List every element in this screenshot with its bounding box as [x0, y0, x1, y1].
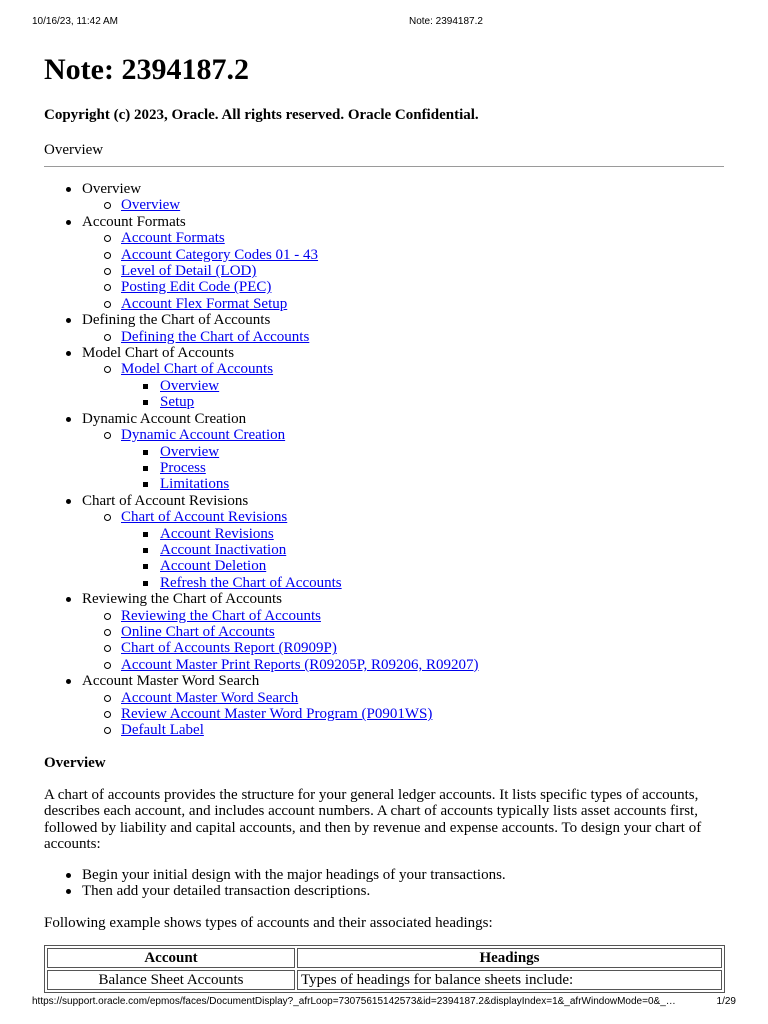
- toc-sublist: [82, 608, 724, 674]
- page-title: Note: 2394187.2: [44, 53, 249, 86]
- toc-link[interactable]: Account Deletion: [160, 558, 267, 575]
- circle-bullet-icon: [104, 711, 111, 718]
- toc-section: [44, 493, 724, 591]
- toc-sublist: [82, 690, 724, 739]
- toc-link[interactable]: Setup: [160, 394, 195, 411]
- toc-item: [82, 263, 724, 279]
- circle-bullet-icon: [104, 695, 111, 702]
- square-bullet-icon: [143, 450, 148, 455]
- toc-subitem: [121, 394, 724, 410]
- toc-section-label: Chart of Account Revisions: [82, 492, 249, 509]
- toc-link[interactable]: Defining the Chart of Accounts: [121, 328, 310, 345]
- toc-subitem: [121, 476, 724, 492]
- circle-bullet-icon: [104, 252, 111, 259]
- divider: [44, 166, 724, 167]
- square-bullet-icon: [143, 548, 148, 553]
- circle-bullet-icon: [104, 514, 111, 521]
- toc-link[interactable]: Limitations: [160, 476, 230, 493]
- overview-paragraph: A chart of accounts provides the structure for your general ledger accounts. It lists specific types of accounts, describes each account, and includes account numbers. A chart of accounts typically lists asset accounts first, followed by liability and capital accounts, and then by revenue and expense accounts. To design your chart of accounts:: [44, 786, 702, 853]
- table-of-contents: [44, 181, 724, 739]
- toc-subsublist: [121, 378, 724, 411]
- toc-link[interactable]: Reviewing the Chart of Accounts: [121, 607, 321, 624]
- bullet-icon: [66, 873, 71, 878]
- overview-anchor: Overview: [44, 142, 104, 158]
- circle-bullet-icon: [104, 613, 111, 620]
- toc-link[interactable]: Account Category Codes 01 - 43: [121, 246, 319, 263]
- toc-sublist: [82, 427, 724, 493]
- toc-link[interactable]: Chart of Accounts Report (R0909P): [121, 640, 337, 657]
- toc-link[interactable]: Account Master Print Reports (R09205P, R09206, R09207): [121, 656, 479, 673]
- circle-bullet-icon: [104, 202, 111, 209]
- toc-subitem: [121, 444, 724, 460]
- toc-link[interactable]: Refresh the Chart of Accounts: [160, 574, 342, 591]
- toc-item: [82, 640, 724, 656]
- circle-bullet-icon: [104, 662, 111, 669]
- square-bullet-icon: [143, 466, 148, 471]
- circle-bullet-icon: [104, 334, 111, 341]
- toc-link[interactable]: Posting Edit Code (PEC): [121, 279, 272, 296]
- toc-section-label: Model Chart of Accounts: [82, 345, 235, 362]
- toc-item: [82, 427, 724, 493]
- toc-section-label: Overview: [82, 181, 142, 197]
- bullet-text: Begin your initial design with the major headings of your transactions.: [82, 866, 506, 883]
- bullet-icon: [66, 351, 71, 356]
- toc-sublist: [82, 230, 724, 312]
- toc-item: [82, 722, 724, 738]
- toc-link[interactable]: Overview: [160, 443, 220, 460]
- circle-bullet-icon: [104, 235, 111, 242]
- toc-sublist: [82, 329, 724, 345]
- overview-bullets: [44, 867, 724, 900]
- square-bullet-icon: [143, 532, 148, 537]
- table-cell: Types of headings for balance sheets include:: [297, 970, 722, 990]
- bullet-icon: [66, 187, 71, 192]
- print-header: [0, 16, 768, 30]
- column-header-headings: Headings: [297, 948, 722, 968]
- toc-item: [82, 279, 724, 295]
- circle-bullet-icon: [104, 432, 111, 439]
- toc-sublist: [82, 197, 724, 213]
- toc-link[interactable]: Process: [160, 459, 206, 476]
- toc-item: [82, 247, 724, 263]
- example-intro: Following example shows types of accounts and their associated headings:: [44, 914, 493, 931]
- toc-link[interactable]: Model Chart of Accounts: [121, 361, 274, 378]
- toc-section-label: Account Master Word Search: [82, 673, 260, 690]
- bullet-icon: [66, 889, 71, 894]
- toc-link[interactable]: Overview: [160, 377, 220, 394]
- toc-section: [44, 591, 724, 673]
- toc-link[interactable]: Account Formats: [121, 230, 225, 247]
- print-timestamp: 10/16/23, 11:42 AM: [32, 16, 118, 27]
- bullet-icon: [66, 597, 71, 602]
- toc-item: [82, 509, 724, 591]
- toc-item: [82, 197, 724, 213]
- square-bullet-icon: [143, 581, 148, 586]
- toc-subitem: [121, 558, 724, 574]
- toc-link[interactable]: Overview: [121, 197, 181, 214]
- table-header-row: [47, 948, 722, 968]
- toc-section: [44, 312, 724, 345]
- square-bullet-icon: [143, 482, 148, 487]
- toc-item: [82, 608, 724, 624]
- table-row: [47, 970, 722, 990]
- square-bullet-icon: [143, 400, 148, 405]
- toc-sublist: [82, 509, 724, 591]
- toc-section: [44, 181, 724, 214]
- list-item: [44, 867, 724, 884]
- toc-item: [82, 657, 724, 673]
- print-page-number: 1/29: [716, 996, 736, 1007]
- square-bullet-icon: [143, 384, 148, 389]
- document-content: [44, 50, 724, 993]
- circle-bullet-icon: [104, 366, 111, 373]
- toc-section: [44, 214, 724, 312]
- circle-bullet-icon: [104, 727, 111, 734]
- circle-bullet-icon: [104, 645, 111, 652]
- toc-item: [82, 230, 724, 246]
- toc-link[interactable]: Account Master Word Search: [121, 689, 299, 706]
- toc-sublist: [82, 361, 724, 410]
- toc-link[interactable]: Level of Detail (LOD): [121, 263, 257, 280]
- toc-section: [44, 345, 724, 411]
- toc-link[interactable]: Online Chart of Accounts: [121, 623, 275, 640]
- toc-subitem: [121, 378, 724, 394]
- accounts-table: [44, 945, 725, 993]
- toc-subitem: [121, 460, 724, 476]
- toc-item: [82, 706, 724, 722]
- toc-item: [82, 361, 724, 410]
- toc-subsublist: [121, 444, 724, 493]
- toc-link[interactable]: Dynamic Account Creation: [121, 427, 286, 444]
- toc-section-label: Reviewing the Chart of Accounts: [82, 591, 282, 608]
- toc-section: [44, 411, 724, 493]
- toc-link[interactable]: Chart of Account Revisions: [121, 509, 288, 526]
- toc-link[interactable]: Account Inactivation: [160, 541, 287, 558]
- bullet-text: Then add your detailed transaction descriptions.: [82, 883, 371, 900]
- print-footer: [0, 996, 768, 1010]
- toc-section-label: Account Formats: [82, 213, 186, 230]
- overview-heading: Overview: [44, 754, 106, 771]
- toc-subitem: [121, 542, 724, 558]
- square-bullet-icon: [143, 564, 148, 569]
- toc-subitem: [121, 575, 724, 591]
- toc-section-label: Dynamic Account Creation: [82, 410, 247, 427]
- bullet-icon: [66, 679, 71, 684]
- list-item: [44, 883, 724, 900]
- circle-bullet-icon: [104, 268, 111, 275]
- circle-bullet-icon: [104, 629, 111, 636]
- bullet-icon: [66, 318, 71, 323]
- toc-link[interactable]: Review Account Master Word Program (P0901WS): [121, 706, 433, 722]
- toc-section: [44, 673, 724, 739]
- toc-section-label: Defining the Chart of Accounts: [82, 312, 271, 329]
- copyright-notice: Copyright (c) 2023, Oracle. All rights reserved. Oracle Confidential.: [44, 107, 479, 123]
- circle-bullet-icon: [104, 284, 111, 291]
- print-title: Note: 2394187.2: [409, 16, 483, 27]
- toc-item: [82, 624, 724, 640]
- table-cell: Balance Sheet Accounts: [47, 970, 295, 990]
- toc-item: [82, 329, 724, 345]
- toc-link[interactable]: Default Label: [121, 722, 204, 739]
- toc-item: [82, 296, 724, 312]
- circle-bullet-icon: [104, 301, 111, 308]
- toc-link[interactable]: Account Flex Format Setup: [121, 295, 288, 312]
- toc-item: [82, 690, 724, 706]
- print-url: https://support.oracle.com/epmos/faces/DocumentDisplay?_afrLoop=73075615142573&id=2394187.2&displayIndex=1&_afrWindowMode=0&_…: [32, 996, 676, 1007]
- bullet-icon: [66, 417, 71, 422]
- toc-subitem: [121, 526, 724, 542]
- column-header-account: Account: [47, 948, 295, 968]
- bullet-icon: [66, 499, 71, 504]
- bullet-icon: [66, 220, 71, 225]
- toc-subsublist: [121, 526, 724, 592]
- toc-link[interactable]: Account Revisions: [160, 525, 274, 542]
